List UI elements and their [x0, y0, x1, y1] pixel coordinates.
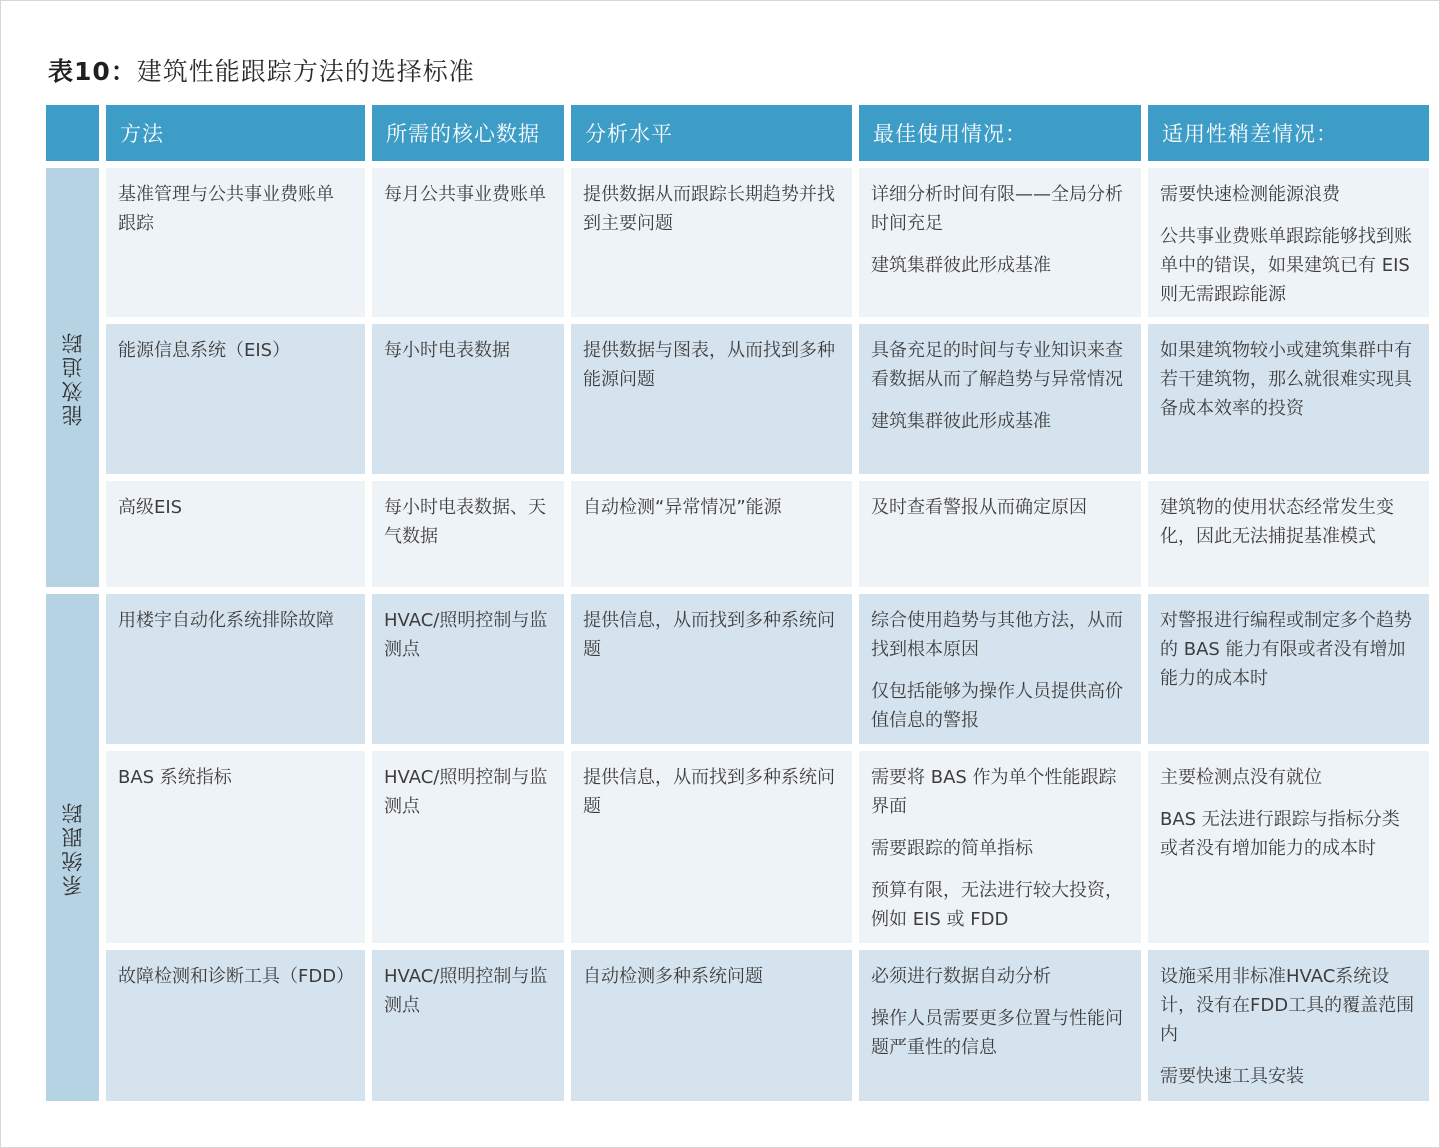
cell-analysis — [571, 481, 852, 587]
cell-poor-fit — [1148, 950, 1429, 1101]
cell-poor-fit — [1148, 751, 1429, 943]
cell-core-data — [372, 594, 564, 744]
cell-method — [106, 168, 365, 317]
cell-text: 需要快速检测能源浪费 — [1160, 184, 1340, 205]
cell-text: 每小时电表数据 — [384, 340, 510, 361]
header-core-data: 所需的核心数据 — [372, 105, 564, 161]
cell-text: HVAC/照明控制与监测点 — [384, 966, 548, 1016]
cell-core-data — [372, 950, 564, 1101]
cell-text: 操作人员需要更多位置与性能问题严重性的信息 — [871, 1008, 1123, 1058]
cell-best-use — [859, 481, 1141, 587]
header-stub — [46, 105, 99, 161]
cell-text: 建筑物的使用状态经常发生变化，因此无法捕捉基准模式 — [1160, 497, 1394, 547]
cell-best-use — [859, 594, 1141, 744]
cell-analysis — [571, 594, 852, 744]
cell-text: 基准管理与公共事业费账单跟踪 — [118, 184, 334, 234]
cell-text: 用楼宇自动化系统排除故障 — [118, 610, 334, 631]
header-poor-fit: 适用性稍差情况： — [1148, 105, 1429, 161]
section-label: 能效追踪 — [60, 329, 85, 426]
cell-text: 每月公共事业费账单 — [384, 184, 546, 205]
cell-text: 必须进行数据自动分析 — [871, 966, 1051, 987]
cell-text: BAS 无法进行跟踪与指标分类或者没有增加能力的成本时 — [1160, 809, 1400, 859]
cell-text: HVAC/照明控制与监测点 — [384, 610, 548, 660]
header-method: 方法 — [106, 105, 365, 161]
header-best-use: 最佳使用情况： — [859, 105, 1141, 161]
cell-method — [106, 481, 365, 587]
cell-core-data — [372, 324, 564, 474]
cell-method — [106, 594, 365, 744]
cell-analysis — [571, 324, 852, 474]
cell-text: 自动检测“异常情况”能源 — [583, 497, 782, 518]
cell-text: 设施采用非标准HVAC系统设计，没有在FDD工具的覆盖范围内 — [1160, 966, 1415, 1045]
cell-text: 需要将 BAS 作为单个性能跟踪界面 — [871, 767, 1117, 817]
cell-text: 及时查看警报从而确定原因 — [871, 497, 1087, 518]
cell-text: 详细分析时间有限——全局分析时间充足 — [871, 184, 1123, 234]
cell-text: 建筑集群彼此形成基准 — [871, 411, 1051, 432]
cell-text: 主要检测点没有就位 — [1160, 767, 1322, 788]
cell-core-data — [372, 751, 564, 943]
cell-method — [106, 950, 365, 1101]
cell-text: 每小时电表数据、天气数据 — [384, 497, 546, 547]
cell-text: 综合使用趋势与其他方法，从而找到根本原因 — [871, 610, 1123, 660]
cell-text: 提供数据从而跟踪长期趋势并找到主要问题 — [583, 184, 835, 234]
cell-poor-fit — [1148, 594, 1429, 744]
header-analysis-level: 分析水平 — [571, 105, 852, 161]
section-system-tracking — [46, 594, 99, 1101]
cell-analysis — [571, 751, 852, 943]
cell-text: 故障检测和诊断工具（FDD） — [118, 966, 355, 987]
cell-method — [106, 751, 365, 943]
table-title — [48, 52, 475, 88]
cell-text: 提供信息，从而找到多种系统问题 — [583, 610, 835, 660]
cell-text: 提供数据与图表，从而找到多种能源问题 — [583, 340, 835, 390]
cell-analysis — [571, 168, 852, 317]
criteria-table — [46, 105, 1415, 1087]
cell-text: 对警报进行编程或制定多个趋势的 BAS 能力有限或者没有增加能力的成本时 — [1160, 610, 1412, 689]
cell-text: 仅包括能够为操作人员提供高价值信息的警报 — [871, 681, 1123, 731]
cell-core-data — [372, 481, 564, 587]
cell-text: 预算有限，无法进行较大投资，例如 EIS 或 FDD — [871, 880, 1123, 930]
cell-text: HVAC/照明控制与监测点 — [384, 767, 548, 817]
table-title-text: 建筑性能跟踪方法的选择标准 — [136, 57, 475, 86]
cell-text: 自动检测多种系统问题 — [583, 966, 763, 987]
cell-analysis — [571, 950, 852, 1101]
cell-poor-fit — [1148, 324, 1429, 474]
cell-text: 建筑集群彼此形成基准 — [871, 255, 1051, 276]
cell-poor-fit — [1148, 481, 1429, 587]
cell-best-use — [859, 324, 1141, 474]
cell-text: 具备充足的时间与专业知识来查看数据从而了解趋势与异常情况 — [871, 340, 1123, 390]
cell-text: 高级EIS — [118, 497, 183, 518]
cell-text: 能源信息系统（EIS） — [118, 340, 291, 361]
cell-text: 提供信息，从而找到多种系统问题 — [583, 767, 835, 817]
cell-best-use — [859, 168, 1141, 317]
cell-core-data — [372, 168, 564, 317]
section-energy-tracking — [46, 168, 99, 587]
cell-text: 如果建筑物较小或建筑集群中有若干建筑物，那么就很难实现具备成本效率的投资 — [1160, 340, 1412, 419]
cell-text: 公共事业费账单跟踪能够找到账单中的错误，如果建筑已有 EIS 则无需跟踪能源 — [1160, 226, 1412, 305]
cell-best-use — [859, 751, 1141, 943]
section-label: 系统跟踪 — [60, 799, 85, 896]
cell-poor-fit — [1148, 168, 1429, 317]
cell-text: BAS 系统指标 — [118, 767, 232, 788]
cell-method — [106, 324, 365, 474]
table-number: 表10： — [48, 57, 137, 86]
cell-text: 需要跟踪的简单指标 — [871, 838, 1033, 859]
cell-best-use — [859, 950, 1141, 1101]
cell-text: 需要快速工具安装 — [1160, 1066, 1304, 1087]
